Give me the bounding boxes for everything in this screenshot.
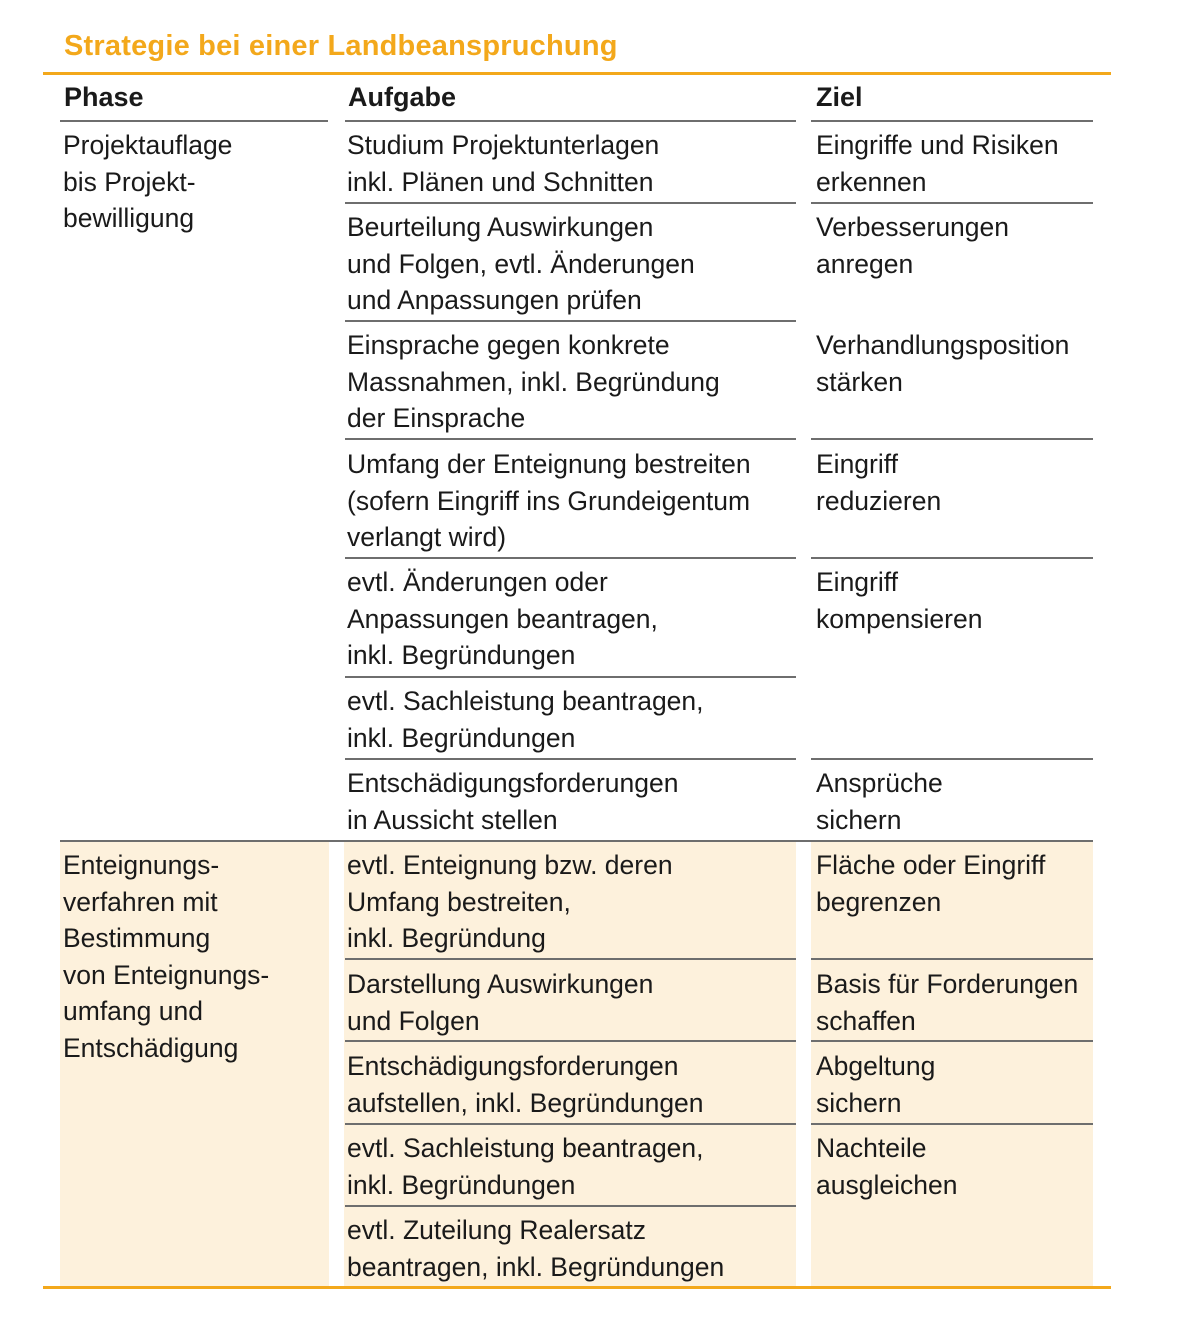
task-line: Anpassungen beantragen, <box>347 603 658 634</box>
task-line: verlangt wird) <box>347 522 507 552</box>
section-divider <box>60 840 1093 842</box>
goal-line: anregen <box>816 248 914 279</box>
task-line: Massnahmen, inkl. Begründung <box>347 366 720 397</box>
header-task: Aufgabe <box>348 82 456 112</box>
task-cell <box>347 127 659 200</box>
goal-cell <box>816 765 943 838</box>
goal-line: reduzieren <box>816 485 942 516</box>
header-goal: Ziel <box>816 82 863 112</box>
task-line: Entschädigungsforderungen <box>347 768 679 798</box>
task-line: evtl. Sachleistung beantragen, <box>347 1133 704 1163</box>
task-row-rule <box>345 320 796 322</box>
goal-row-rule <box>811 1040 1093 1042</box>
goal-line: sichern <box>816 1087 902 1118</box>
task-row-rule <box>345 1123 796 1125</box>
phase-1 <box>63 127 232 237</box>
task-row-rule <box>345 202 796 204</box>
column-gutter <box>329 841 344 1286</box>
goal-line: kompensieren <box>816 603 983 634</box>
goal-cell <box>816 847 1045 920</box>
goal-row-rule <box>811 958 1093 960</box>
goal-cell <box>816 209 1009 282</box>
task-line: Studium Projektunterlagen <box>347 130 660 160</box>
table-bottom-rule <box>43 1286 1111 1289</box>
task-cell <box>347 1130 704 1203</box>
goal-line: Verbesserungen <box>816 212 1010 242</box>
goal-row-rule <box>811 758 1093 760</box>
goal-line: Eingriffe und Risiken <box>816 130 1059 160</box>
goal-row-rule <box>811 438 1093 440</box>
goal-line: Nachteile <box>816 1133 927 1163</box>
phase-line: verfahren mit <box>63 886 218 917</box>
goal-cell <box>816 327 1069 400</box>
phase-line: von Enteignungs- <box>63 959 270 990</box>
goal-row-rule <box>811 202 1093 204</box>
goal-line: Eingriff <box>816 567 898 597</box>
column-gutter <box>796 841 811 1286</box>
phase-line: bewilligung <box>63 203 195 233</box>
task-line: evtl. Zuteilung Realersatz <box>347 1215 647 1245</box>
goal-row-rule <box>811 1123 1093 1125</box>
goal-line: schaffen <box>816 1005 916 1036</box>
task-cell <box>347 1048 704 1121</box>
task-line: inkl. Plänen und Schnitten <box>347 166 654 197</box>
header-rule-phase <box>60 120 328 122</box>
task-line: inkl. Begründungen <box>347 640 576 670</box>
task-line: evtl. Sachleistung beantragen, <box>347 686 704 716</box>
task-cell <box>347 564 658 674</box>
phase-2 <box>63 847 269 1066</box>
task-line: inkl. Begründungen <box>347 1169 576 1200</box>
header-phase: Phase <box>64 82 144 112</box>
task-line: und Anpassungen prüfen <box>347 285 642 315</box>
task-line: Einsprache gegen konkrete <box>347 330 670 360</box>
goal-cell <box>816 564 982 637</box>
task-line: inkl. Begründungen <box>347 722 576 753</box>
goal-line: ausgleichen <box>816 1169 958 1200</box>
task-cell <box>347 446 751 556</box>
task-line: Darstellung Auswirkungen <box>347 969 654 999</box>
task-row-rule <box>345 676 796 678</box>
task-line: beantragen, inkl. Begründungen <box>347 1251 725 1282</box>
task-cell <box>347 683 704 756</box>
task-line: in Aussicht stellen <box>347 804 558 835</box>
task-row-rule <box>345 1040 796 1042</box>
task-line: evtl. Änderungen oder <box>347 567 608 597</box>
task-line: evtl. Enteignung bzw. deren <box>347 850 673 880</box>
task-cell <box>347 765 679 838</box>
table-title: Strategie bei einer Landbeanspruchung <box>64 30 618 62</box>
phase-line: umfang und <box>63 996 203 1026</box>
goal-line: stärken <box>816 366 903 397</box>
task-row-rule <box>345 1205 796 1207</box>
task-line: aufstellen, inkl. Begründungen <box>347 1087 704 1118</box>
goal-line: begrenzen <box>816 886 942 917</box>
phase-line: Entschädigung <box>63 1032 239 1063</box>
header-rule-goal <box>811 120 1093 122</box>
task-line: und Folgen <box>347 1005 480 1036</box>
goal-cell <box>816 446 941 519</box>
goal-line: Ansprüche <box>816 768 943 798</box>
goal-cell <box>816 1048 935 1121</box>
task-row-rule <box>345 557 796 559</box>
goal-line: Basis für Forderungen <box>816 969 1079 999</box>
goal-cell <box>816 1130 957 1203</box>
task-cell <box>347 209 695 319</box>
phase-line: Enteignungs- <box>63 850 220 880</box>
goal-line: Abgeltung <box>816 1051 936 1081</box>
task-line: und Folgen, evtl. Änderungen <box>347 248 695 279</box>
goal-line: Eingriff <box>816 449 898 479</box>
goal-line: Verhandlungsposition <box>816 330 1070 360</box>
goal-line: Fläche oder Eingriff <box>816 850 1046 880</box>
goal-cell <box>816 127 1059 200</box>
task-cell <box>347 1212 724 1285</box>
goal-line: erkennen <box>816 166 927 197</box>
task-row-rule <box>345 438 796 440</box>
task-row-rule <box>345 758 796 760</box>
task-line: Umfang der Enteignung bestreiten <box>347 449 751 479</box>
task-line: (sofern Eingriff ins Grundeigentum <box>347 485 751 516</box>
task-row-rule <box>345 958 796 960</box>
header-rule-task <box>345 120 796 122</box>
goal-row-rule <box>811 557 1093 559</box>
task-cell <box>347 327 720 437</box>
task-line: der Einsprache <box>347 403 526 433</box>
task-cell <box>347 966 653 1039</box>
phase-line: bis Projekt- <box>63 166 196 197</box>
task-line: Entschädigungsforderungen <box>347 1051 679 1081</box>
task-line: Umfang bestreiten, <box>347 886 571 917</box>
task-line: Beurteilung Auswirkungen <box>347 212 654 242</box>
task-line: inkl. Begründung <box>347 923 546 953</box>
goal-line: sichern <box>816 804 902 835</box>
phase-line: Projektauflage <box>63 130 233 160</box>
goal-cell <box>816 966 1078 1039</box>
task-cell <box>347 847 673 957</box>
title-rule <box>43 72 1111 75</box>
phase-line: Bestimmung <box>63 923 211 953</box>
